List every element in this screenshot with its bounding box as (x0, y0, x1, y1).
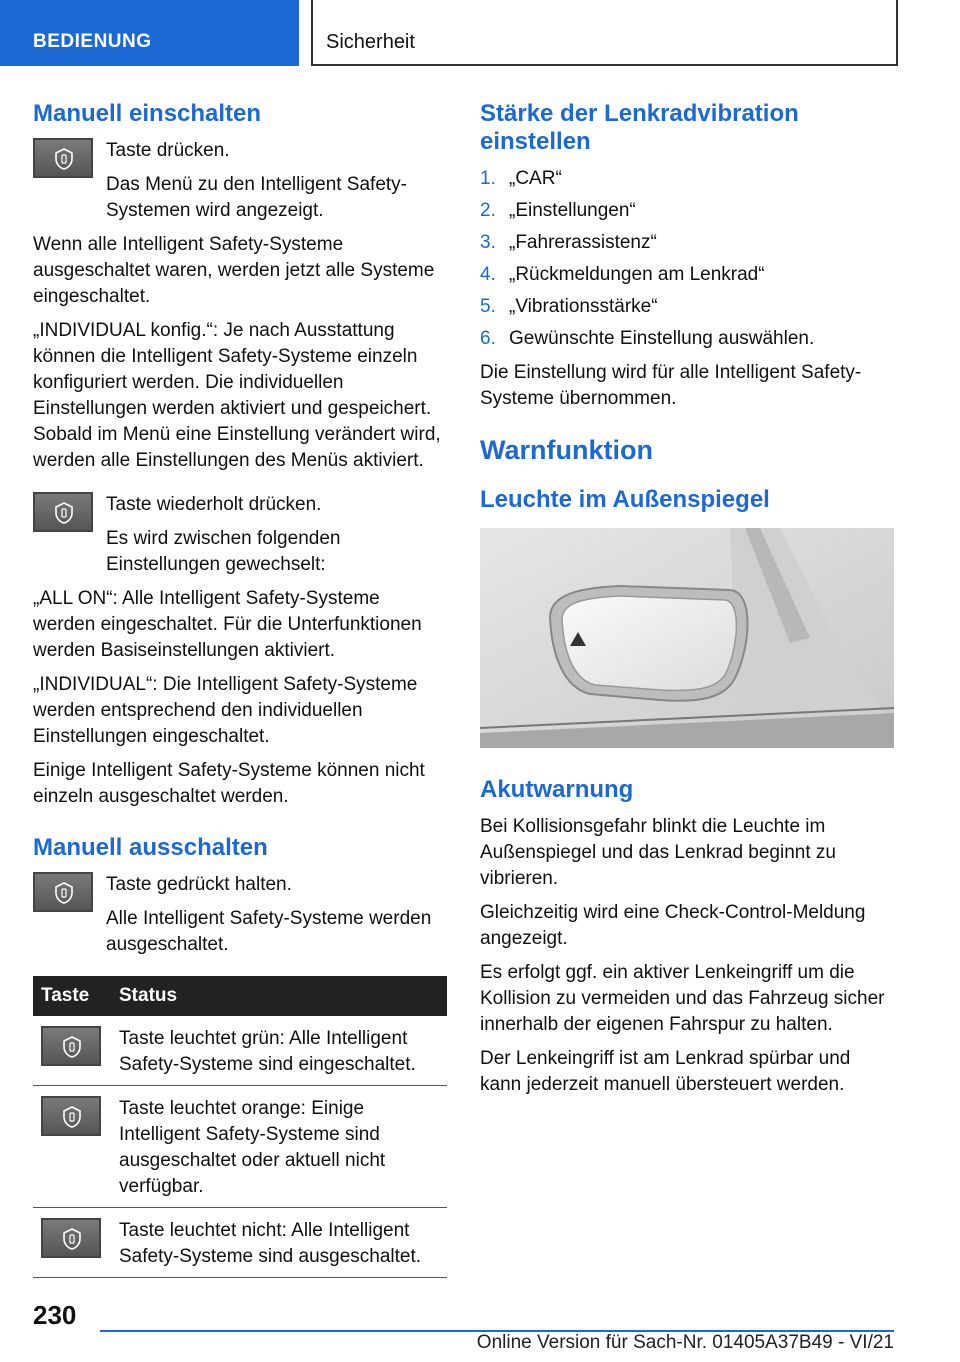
right-column (480, 100, 894, 1106)
heading-acute: Akutwarnung (480, 776, 634, 803)
instruction-text: Taste wiederholt drücken. (106, 494, 322, 515)
safety-button-icon (33, 138, 93, 178)
safety-button-green-icon (41, 1026, 101, 1066)
instruction-text: Taste drücken. (106, 140, 230, 161)
paragraph: Bei Kollisionsgefahr blinkt die Leuchte im Außenspiegel und das Lenkrad beginnt zu vibrieren. (480, 816, 836, 889)
paragraph: Es wird zwischen folgenden Einstellungen gewechselt: (106, 528, 341, 575)
step-text: Gewünschte Einstellung auswählen. (509, 328, 815, 349)
step-text: „Rückmeldungen am Lenkrad“ (509, 264, 765, 285)
paragraph: „INDIVIDUAL konfig.“: Je nach Ausstattung können die Intelligent Safety-Systeme einzeln konfiguriert werden. Die individuellen Einstellungen werden aktiviert und gespeichert. Sobald im Menü eine Einstellung verändert wird, werden alle Einstellungen des Menüs aktiviert. (33, 320, 441, 471)
step-text: „Vibrationsstärke“ (509, 296, 658, 317)
step-text: „CAR“ (509, 168, 562, 189)
column-header-button: Taste (33, 976, 111, 1016)
paragraph: Einige Intelligent Safety-Systeme können nicht einzeln ausgeschaltet werden. (33, 760, 425, 807)
paragraph: Gleichzeitig wird eine Check-Control-Meldung angezeigt. (480, 902, 866, 949)
step-text: „Fahrerassistenz“ (509, 232, 657, 253)
mirror-illustration (480, 528, 894, 748)
heading-light: Leuchte im Außenspiegel (480, 486, 770, 513)
status-text: Taste leuchtet nicht: Alle Intelligent Safety-Systeme sind ausgeschaltet. (111, 1208, 447, 1278)
heading-manual-on: Manuell einschalten (33, 100, 262, 127)
status-text: Taste leuchtet orange: Einige Intelligent Safety-Systeme sind ausgeschaltet oder aktuell nicht verfügbar. (111, 1086, 447, 1208)
step-number: 2. (480, 200, 496, 221)
list-item (480, 230, 894, 256)
list-item (480, 294, 894, 320)
paragraph: „ALL ON“: Alle Intelligent Safety-Systeme werden eingeschaltet. Für die Unterfunktionen werden Basiseinstellungen aktiviert. (33, 588, 422, 661)
steps-list (480, 166, 894, 352)
heading-vibration: Stärke der Lenkradvibration einstellen (480, 100, 799, 155)
status-table (33, 976, 447, 1278)
chapter-header (311, 0, 898, 66)
heading-manual-off: Manuell ausschalten (33, 834, 268, 861)
chapter-title: Sicherheit (326, 31, 415, 53)
paragraph: Der Lenkeingriff ist am Lenkrad spürbar und kann jederzeit manuell übersteuert werden. (480, 1048, 851, 1095)
step-number: 4. (480, 264, 496, 285)
safety-button-icon (33, 492, 93, 532)
table-row (33, 1016, 447, 1086)
paragraph: Das Menü zu den Intelligent Safety-Systemen wird angezeigt. (106, 174, 408, 221)
column-header-status: Status (111, 976, 447, 1016)
section-label: BEDIENUNG (33, 31, 152, 52)
table-row (33, 1208, 447, 1278)
instruction-text: Taste gedrückt halten. (106, 874, 292, 895)
heading-warning: Warnfunktion (480, 435, 653, 465)
list-item (480, 262, 894, 288)
footer-version: Online Version für Sach-Nr. 01405A37B49 - VI/21 (476, 1332, 894, 1353)
safety-button-off-icon (41, 1218, 101, 1258)
paragraph: „INDIVIDUAL“: Die Intelligent Safety-Systeme werden entsprechend den individuellen Einstellungen eingeschaltet. (33, 674, 418, 747)
section-tab (0, 0, 299, 66)
step-text: „Einstellungen“ (509, 200, 636, 221)
status-text: Taste leuchtet grün: Alle Intelligent Safety-Systeme sind eingeschaltet. (111, 1016, 447, 1086)
list-item (480, 326, 894, 352)
list-item (480, 198, 894, 224)
left-column (33, 100, 447, 1278)
paragraph: Die Einstellung wird für alle Intelligent Safety-Systeme übernommen. (480, 362, 862, 409)
paragraph: Wenn alle Intelligent Safety-Systeme ausgeschaltet waren, werden jetzt alle Systeme eingeschaltet. (33, 234, 435, 307)
list-item (480, 166, 894, 192)
safety-button-icon (33, 872, 93, 912)
step-number: 6. (480, 328, 496, 349)
page-number: 230 (33, 1300, 77, 1330)
safety-button-orange-icon (41, 1096, 101, 1136)
step-number: 5. (480, 296, 496, 317)
paragraph: Alle Intelligent Safety-Systeme werden ausgeschaltet. (106, 908, 432, 955)
table-row (33, 1086, 447, 1208)
step-number: 3. (480, 232, 496, 253)
step-number: 1. (480, 168, 496, 189)
paragraph: Es erfolgt ggf. ein aktiver Lenkeingriff um die Kollision zu vermeiden und das Fahrzeug sicher innerhalb der eigenen Fahrspur zu halten. (480, 962, 885, 1035)
